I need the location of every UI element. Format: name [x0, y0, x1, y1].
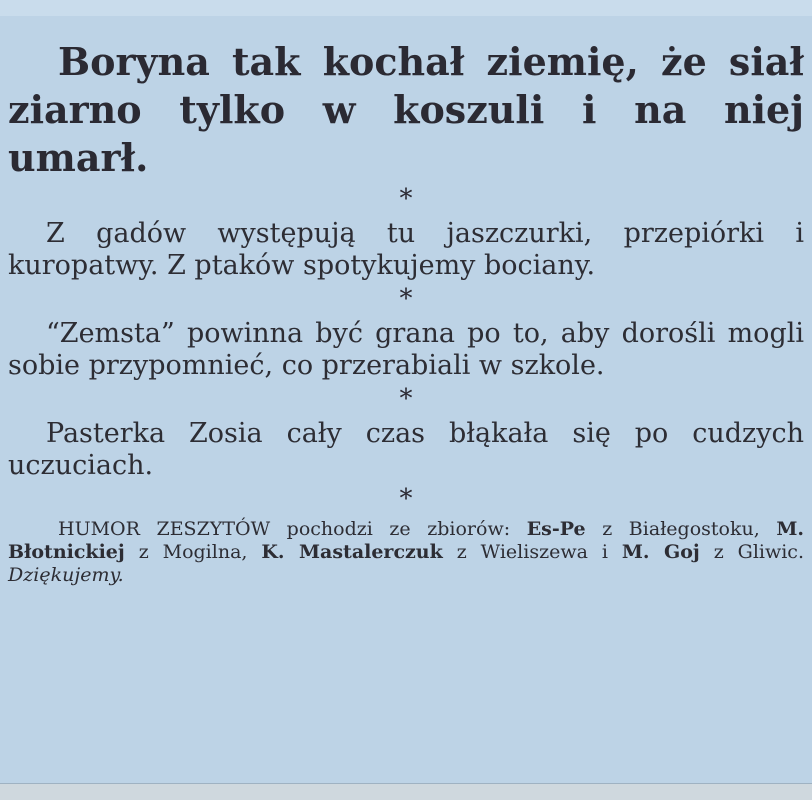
credit-place: z Gliwic. [699, 541, 804, 563]
separator-asterisk: * [399, 484, 413, 514]
humor-column [8, 38, 804, 587]
credit-name-espe: Es-Pe [526, 518, 586, 540]
joke-paragraph-2: “Zemsta” powinna być grana po to, aby dorośli mogli sobie przypomnieć, co przerabiali w szkole. [8, 318, 804, 381]
joke-paragraph-1: Z gadów występują tu jaszczurki, przepiórki i kuropatwy. Z ptaków spotykujemy bociany. [8, 218, 804, 281]
bottom-edge [0, 783, 812, 800]
credit-name-mastalerczuk: K. Mastalerczuk [261, 541, 443, 563]
separator-asterisk: * [399, 284, 413, 314]
credit-name-goj: M. Goj [621, 541, 700, 563]
credit-name-blotnicka: M. Błotnickiej [8, 518, 804, 563]
credits-thanks: Dziękujemy. [8, 564, 124, 586]
credit-place: z Białegostoku, [585, 518, 777, 540]
credits-lead: HUMOR ZESZYTÓW pochodzi ze zbiorów: [58, 518, 527, 540]
credit-place: z Mogilna, [124, 541, 262, 563]
separator-asterisk: * [399, 184, 413, 214]
credits-footer [8, 518, 804, 587]
credit-place: z Wieliszewa i [442, 541, 622, 563]
top-edge [0, 0, 812, 16]
joke-paragraph-3: Pasterka Zosia cały czas błąkała się po cudzych uczuciach. [8, 418, 804, 481]
headline-joke: Boryna tak kochał ziemię, że siał ziarno tylko w koszuli i na niej umarł. [8, 39, 804, 180]
separator-asterisk: * [399, 384, 413, 414]
